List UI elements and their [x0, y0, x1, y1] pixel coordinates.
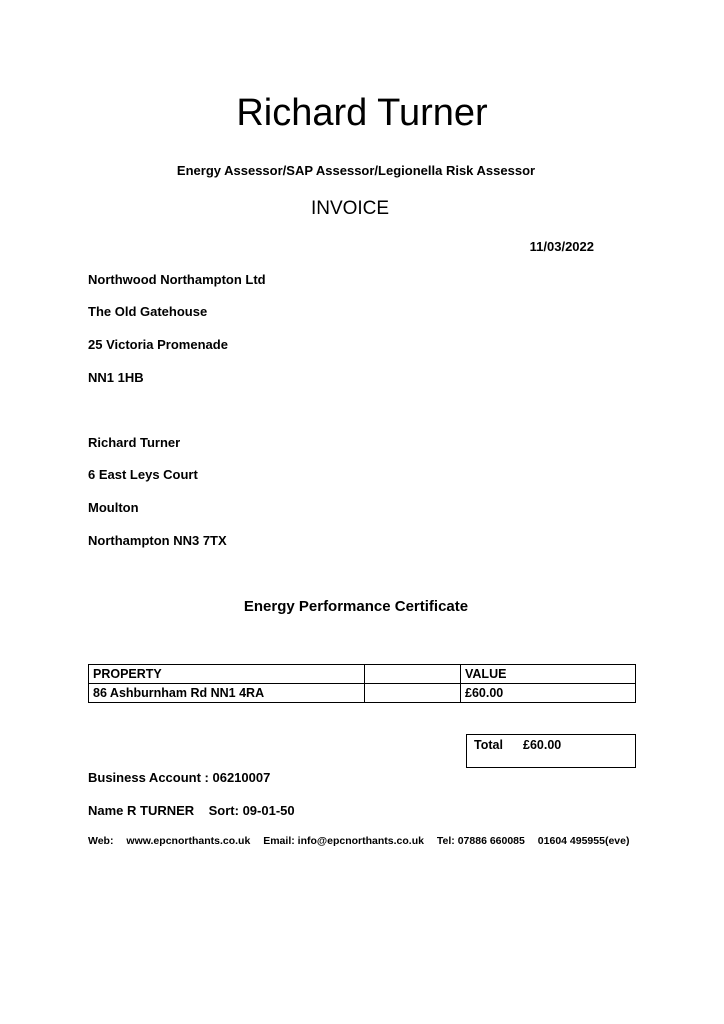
total-value: £60.00: [523, 738, 562, 752]
sender-line: Moulton: [88, 500, 139, 515]
header-cell: [365, 665, 461, 684]
empty-cell: [365, 684, 461, 703]
header-cell: VALUE: [461, 665, 636, 684]
name-sort-code: Name R TURNER Sort: 09-01-50: [88, 803, 295, 818]
invoice-items-table: [88, 664, 636, 703]
table-row: [89, 684, 636, 703]
recipient-line: The Old Gatehouse: [88, 304, 208, 319]
sender-line: Northampton NN3 7TX: [88, 533, 227, 548]
document-title: INVOICE: [310, 198, 390, 219]
email-address: Email: info@epcnorthants.co.uk: [263, 835, 424, 847]
sender-line: Richard Turner: [88, 435, 181, 450]
recipient-line: Northwood Northampton Ltd: [88, 272, 266, 287]
web-address: www.epcnorthants.co.uk: [126, 835, 251, 847]
telephone: Tel: 07886 660085: [436, 835, 525, 847]
recipient-line: 25 Victoria Promenade: [88, 337, 228, 352]
value-cell: £60.00: [461, 684, 636, 703]
invoice-date: 11/03/2022: [529, 239, 594, 254]
table-header-row: [89, 665, 636, 684]
business-account: Business Account : 06210007: [88, 770, 271, 785]
property-cell: 86 Ashburnham Rd NN1 4RA: [89, 684, 365, 703]
contact-footer: [88, 835, 639, 847]
issuer-roles: Energy Assessor/SAP Assessor/Legionella Risk Assessor: [176, 163, 536, 178]
sender-line: 6 East Leys Court: [88, 467, 198, 482]
header-cell: PROPERTY: [89, 665, 365, 684]
invoice-issuer-name: Richard Turner: [236, 92, 488, 134]
recipient-line: NN1 1HB: [88, 370, 144, 385]
total-box: [466, 734, 636, 768]
evening-telephone: 01604 495955(eve): [537, 835, 630, 847]
total-label: Total: [474, 738, 503, 752]
web-label: Web:: [88, 835, 114, 847]
section-title: Energy Performance Certificate: [243, 598, 469, 615]
